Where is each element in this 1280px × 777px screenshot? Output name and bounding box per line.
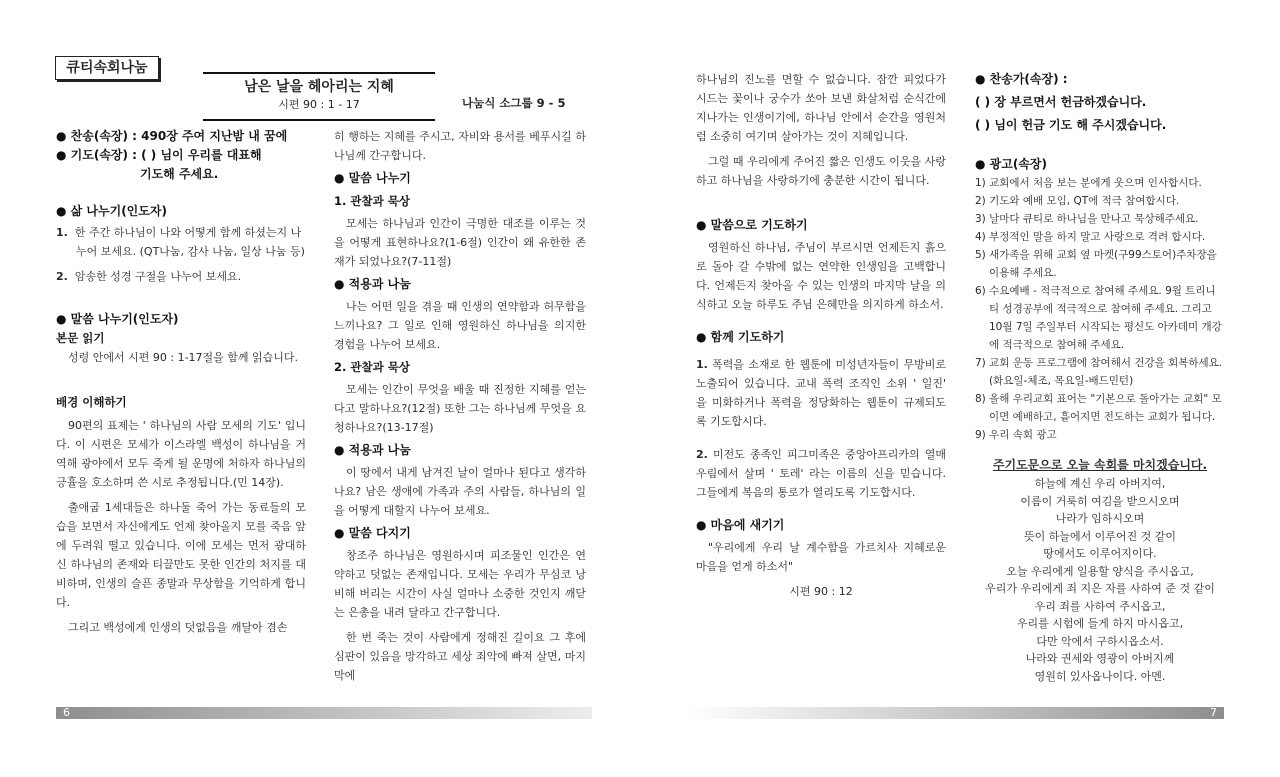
hymn-line: ● 찬송(속장) : 490장 주여 지난밤 내 꿈에 xyxy=(56,129,288,143)
title-box xyxy=(203,72,435,121)
offering-prayer-line: ( ) 님이 헌금 기도 해 주시겠습니다. xyxy=(975,118,1167,132)
word-prayer-heading: ● 말씀으로 기도하기 xyxy=(696,218,808,232)
background-paragraph: 출애굽 1세대들은 하나둘 죽어 가는 동료들의 모습을 보면서 자신에게도 언제 찾아올지 모를 죽음 앞에 두려워 떨고 있습니다. 이에 모세는 먼저 광대하신 하나님의 존재와 티끌만도 못한 인간의 처지를 대비하며, 인생의 슬픈 종말과 무상함을 기억하게 합니다. xyxy=(56,501,306,609)
prayer-line-2: 기도해 주세요. xyxy=(140,167,219,181)
right-page-column-2 xyxy=(975,70,1225,685)
scripture-reference: 시편 90 : 1 - 17 xyxy=(278,98,360,111)
prayer-line: ● 기도(속장) : ( ) 님이 우리를 대표해 xyxy=(56,148,262,162)
announcement-item: 3) 날마다 큐티로 하나님을 만나고 묵상해주세요. xyxy=(975,213,1199,225)
announcement-item: 8) 올해 우리교회 표어는 "기본으로 돌아가는 교회" 모이면 예배하고, 흩어지면 전도하는 교회가 됩니다. xyxy=(975,393,1222,423)
prayer-line: 우리를 시험에 들게 하지 마시옵고, xyxy=(1016,617,1184,630)
continued-paragraph: 그럴 때 우리에게 주어진 짧은 인생도 이웃을 사랑하고 하나님을 사랑하기에 충분한 시간이 됩니다. xyxy=(696,155,946,187)
application-heading: ● 적용과 나눔 xyxy=(334,277,411,291)
prayer-line: 우리 죄를 사하여 주시옵고, xyxy=(1034,599,1166,613)
prayer-line: 다만 악에서 구하시옵소서. xyxy=(1036,634,1164,648)
meditate-heading: ● 마음에 새기기 xyxy=(696,518,785,532)
continued-paragraph: 히 행하는 지혜를 주시고, 자비와 용서를 베푸시길 하나님께 간구합니다. xyxy=(334,130,586,162)
announcement-item: 6) 수요예배 - 적극적으로 참여해 주세요. 9월 트리니티 성경공부에 적극적으로 참여해 주세요. 그리고 10월 7일 주일부터 시작되는 평신도 아카데미 개강에 적극적으로 참여해 주세요. xyxy=(975,285,1222,351)
prayer-line: 영원히 있사옵나이다. 아멘. xyxy=(1034,669,1166,683)
prayer-line: 오늘 우리에게 일용할 양식을 주시옵고, xyxy=(1006,564,1194,578)
left-page-number: 6 xyxy=(63,706,70,719)
right-footer-bar xyxy=(688,707,1224,719)
resolve-paragraph: 한 번 죽는 것이 사람에게 정해진 길이요 그 후에 심판이 있음을 망각하고 세상 죄악에 빠져 살면, 마지막에 xyxy=(334,631,586,682)
application-heading: ● 적용과 나눔 xyxy=(334,443,411,457)
left-page-column-2 xyxy=(334,127,586,685)
background-paragraph: 90편의 표제는 ' 하나님의 사람 모세의 기도' 입니다. 이 시편은 모세가 이스라엘 백성이 하나님을 거역해 광야에서 모두 죽게 될 운명에 처하자 하나님의 긍휼을 호소하며 쓴 시로 추정됩니다.(민 14장). xyxy=(56,419,306,489)
announcement-item: 1) 교회에서 처음 보는 분에게 웃으며 인사합시다. xyxy=(975,177,1202,189)
prayer-line: 이름이 거룩히 여김을 받으시오며 xyxy=(1020,494,1180,508)
announcement-item: 7) 교회 운동 프로그램에 참여해서 건강을 회복하세요. (화요일-체조, 목요일-배드민턴) xyxy=(975,357,1223,387)
resolve-heading: ● 말씀 다지기 xyxy=(334,526,411,540)
hymn-heading: ● 찬송가(속장) : xyxy=(975,72,1068,86)
hymn-line: ( ) 장 부르면서 헌금하겠습니다. xyxy=(975,95,1147,109)
list-item: 2. 암송한 성경 구절을 나누어 보세요. xyxy=(56,270,242,283)
application-text: 나는 어떤 일을 겪을 때 인생의 연약함과 허무함을 느끼나요? 그 일로 인해 영원하신 하나님을 의지한 경험을 나누어 보세요. xyxy=(334,300,586,351)
announcement-item: 2) 기도와 예배 모임, QT에 적극 참여합시다. xyxy=(975,195,1180,207)
list-item: 2. 미전도 종족인 피그미족은 중앙아프리카의 열매 우림에서 살며 ' 토레' 라는 이름의 신을 믿습니다. 그들에게 복음의 통로가 열리도록 기도합시다. xyxy=(696,448,946,499)
announcement-list xyxy=(975,174,1225,444)
background-heading: 배경 이해하기 xyxy=(56,395,127,409)
word-sharing-heading: ● 말씀 나누기(인도자) xyxy=(56,312,179,326)
left-page-column-1 xyxy=(56,127,306,637)
prayer-line: 땅에서도 이루어지이다. xyxy=(1043,547,1157,560)
announcement-heading: ● 광고(속장) xyxy=(975,157,1047,171)
continued-paragraph: 하나님의 진노를 면할 수 없습니다. 잠깐 피었다가 시드는 꽃이나 궁수가 쏘아 보낸 화살처럼 순식간에 지나가는 인생이기에, 하나님 안에서 순간을 영원처럼 소중히 여기며 살아가는 것이 지혜입니다. xyxy=(696,73,946,143)
prayer-line: 하늘에 계신 우리 아버지여, xyxy=(1034,477,1166,490)
prayer-line: 나라가 임하시오며 xyxy=(1055,512,1145,525)
announcement-item: 4) 부정적인 말을 하지 말고 사랑으로 격려 합시다. xyxy=(975,231,1206,243)
share-heading: ● 말씀 나누기 xyxy=(334,171,411,185)
resolve-paragraph: 창조주 하나님은 영원하시며 피조물인 인간은 연약하고 덧없는 존재입니다. 모세는 우리가 무심코 낭비해 버리는 시간이 사실 얼마나 소중한 것인지 깨닫는 은총을 내려 달라고 간구합니다. xyxy=(334,549,586,619)
observation-text: 모세는 인간이 무엇을 배울 때 진정한 지혜를 얻는다고 말하나요?(12절) 또한 그는 하나님께 무엇을 요청하나요?(13-17절) xyxy=(334,383,586,434)
section-logo: 큐티속회나눔 xyxy=(55,56,159,80)
announcement-item: 5) 새가족을 위해 교회 옆 마켓(구99스토어)주차장을 이용해 주세요. xyxy=(975,249,1217,279)
prayer-line: 나라와 권세와 영광이 아버지께 xyxy=(1025,652,1175,665)
reading-text: 성령 안에서 시편 90 : 1-17절을 함께 읽습니다. xyxy=(68,351,299,364)
observation-heading: 1. 관찰과 묵상 xyxy=(334,194,410,208)
memory-verse: "우리에게 우리 날 계수함을 가르치사 지혜로운 마음을 얻게 하소서" xyxy=(696,541,946,573)
lords-prayer xyxy=(975,475,1225,685)
list-item: 1. 폭력을 소재로 한 웹툰에 미성년자들이 무방비로 노출되어 있습니다. 교내 폭력 조직인 소위 ' 일진' 을 미화하거나 폭력을 정당화하는 웹툰이 규제되도록 기도합시다. xyxy=(696,358,946,428)
page-title: 남은 날을 헤아리는 지혜 xyxy=(244,79,394,95)
right-page-number: 7 xyxy=(1210,706,1217,719)
together-prayer-heading: ● 함께 기도하기 xyxy=(696,330,785,344)
background-paragraph: 그리고 백성에게 인생의 덧없음을 깨달아 겸손 xyxy=(68,621,288,634)
right-page-column-1 xyxy=(696,70,946,601)
group-label: 나눔식 소그룹 9 - 5 xyxy=(462,96,566,110)
prayer-line: 우리가 우리에게 죄 지은 자를 사하여 준 것 같이 xyxy=(985,582,1215,595)
list-item: 1. 한 주간 하나님이 나와 어떻게 함께 하셨는지 나누어 보세요. (QT나눔, 감사 나눔, 일상 나눔 등) xyxy=(56,226,305,258)
life-sharing-heading: ● 삶 나누기(인도자) xyxy=(56,204,167,218)
prayer-line: 뜻이 하늘에서 이루어진 것 같이 xyxy=(1023,529,1177,543)
application-text: 이 땅에서 내게 남겨진 날이 얼마나 된다고 생각하나요? 남은 생애에 가족과 주의 사람들, 하나님의 일을 어떻게 대할지 나누어 보세요. xyxy=(334,466,586,517)
announcement-item: 9) 우리 속회 광고 xyxy=(975,429,1057,441)
observation-heading: 2. 관찰과 묵상 xyxy=(334,360,410,374)
word-prayer-text: 영원하신 하나님, 주님이 부르시면 언제든지 흙으로 돌아 갈 수밖에 없는 연약한 인생임을 고백합니다. 언제든지 찾아올 수 있는 인생의 마지막 날을 의식하고 오늘 하루도 주님 은혜만을 의지하게 하소서. xyxy=(696,241,946,311)
closing-statement: 주기도문으로 오늘 속회를 마치겠습니다. xyxy=(992,458,1208,472)
left-footer-bar xyxy=(56,707,592,719)
observation-text: 모세는 하나님과 인간이 극명한 대조를 이루는 것을 어떻게 표현하나요?(1-6절) 인간이 왜 유한한 존재가 되었나요?(7-11절) xyxy=(334,217,586,268)
memory-verse-reference: 시편 90 : 12 xyxy=(789,585,853,598)
reading-heading: 본문 읽기 xyxy=(56,331,105,345)
